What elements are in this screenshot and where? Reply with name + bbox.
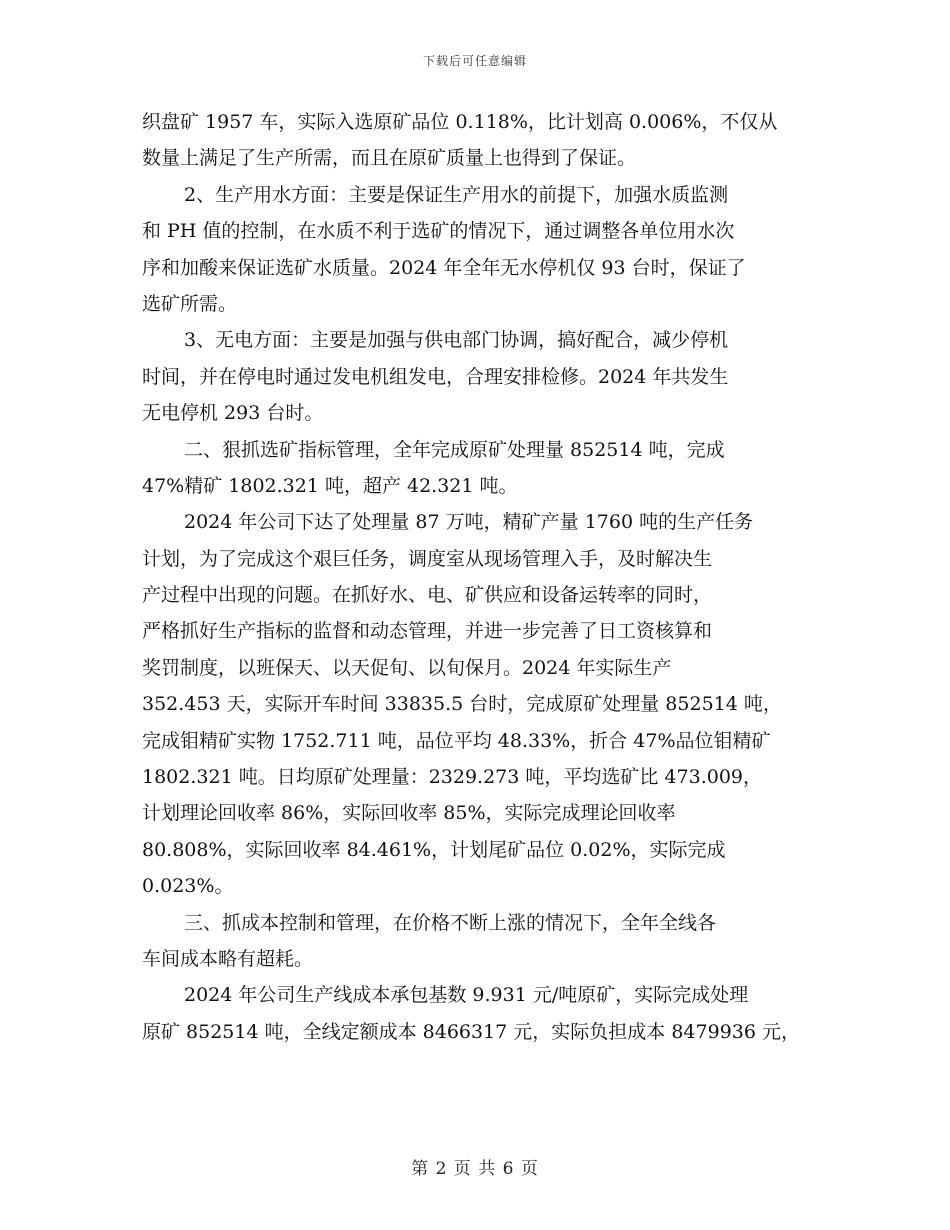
document-body xyxy=(142,104,822,1050)
text-line: 三、抓成本控制和管理，在价格不断上涨的情况下，全年全线各 xyxy=(184,911,717,934)
text-line: 47%精矿 1802.321 吨，超产 42.321 吨。 xyxy=(142,474,518,497)
text-line: 织盘矿 1957 车，实际入选原矿品位 0.118%，比计划高 0.006%，不仅从 xyxy=(142,111,778,133)
text-line: 1802.321 吨。日均原矿处理量：2329.273 吨，平均选矿比 473.009， xyxy=(142,766,763,789)
page-header: 下载后可任意编辑 xyxy=(422,54,527,68)
text-line: 原矿 852514 吨，全线定额成本 8466317 元，实际负担成本 8479936 元， xyxy=(142,1020,801,1043)
text-line: 和 PH 值的控制，在水质不利于选矿的情况下，通过调整各单位用水次 xyxy=(142,220,735,243)
text-line: 序和加酸来保证选矿水质量。2024 年全年无水停机仅 93 台时，保证了 xyxy=(142,256,746,279)
text-line: 计划，为了完成这个艰巨任务，调度室从现场管理入手，及时解决生 xyxy=(142,547,713,570)
text-line: 完成钼精矿实物 1752.711 吨，品位平均 48.33%，折合 47%品位钼精矿 xyxy=(142,729,771,752)
text-line: 2、生产用水方面：主要是保证生产用水的前提下，加强水质监测 xyxy=(184,183,729,206)
text-line: 选矿所需。 xyxy=(142,292,238,315)
text-line: 二、狠抓选矿指标管理，全年完成原矿处理量 852514 吨，完成 xyxy=(184,438,725,461)
text-line: 严格抓好生产指标的监督和动态管理，并进一步完善了日工资核算和 xyxy=(142,620,713,643)
text-line: 产过程中出现的问题。在抓好水、电、矿供应和设备运转率的同时， xyxy=(142,584,713,607)
text-line: 计划理论回收率 86%，实际回收率 85%，实际完成理论回收率 xyxy=(142,802,676,825)
text-line: 数量上满足了生产所需，而且在原矿质量上也得到了保证。 xyxy=(142,147,637,170)
text-line: 时间，并在停电时通过发电机组发电，合理安排检修。2024 年共发生 xyxy=(142,365,729,388)
text-line: 80.808%，实际回收率 84.461%，计划尾矿品位 0.02%，实际完成 xyxy=(142,838,726,861)
text-line: 3、无电方面：主要是加强与供电部门协调，搞好配合，减少停机 xyxy=(184,329,729,352)
page-number: 第 2 页 共 6 页 xyxy=(411,1159,539,1179)
text-line: 0.023%。 xyxy=(142,875,234,898)
text-line: 352.453 天，实际开车时间 33835.5 台时，完成原矿处理量 852514 吨， xyxy=(142,693,782,716)
text-line: 2024 年公司下达了处理量 87 万吨，精矿产量 1760 吨的生产任务 xyxy=(184,511,754,534)
text-line: 奖罚制度，以班保天、以天促旬、以旬保月。2024 年实际生产 xyxy=(142,656,672,679)
text-line: 无电停机 293 台时。 xyxy=(142,402,324,425)
text-line: 2024 年公司生产线成本承包基数 9.931 元/吨原矿，实际完成处理 xyxy=(184,984,749,1007)
text-line: 车间成本略有超耗。 xyxy=(142,947,314,970)
